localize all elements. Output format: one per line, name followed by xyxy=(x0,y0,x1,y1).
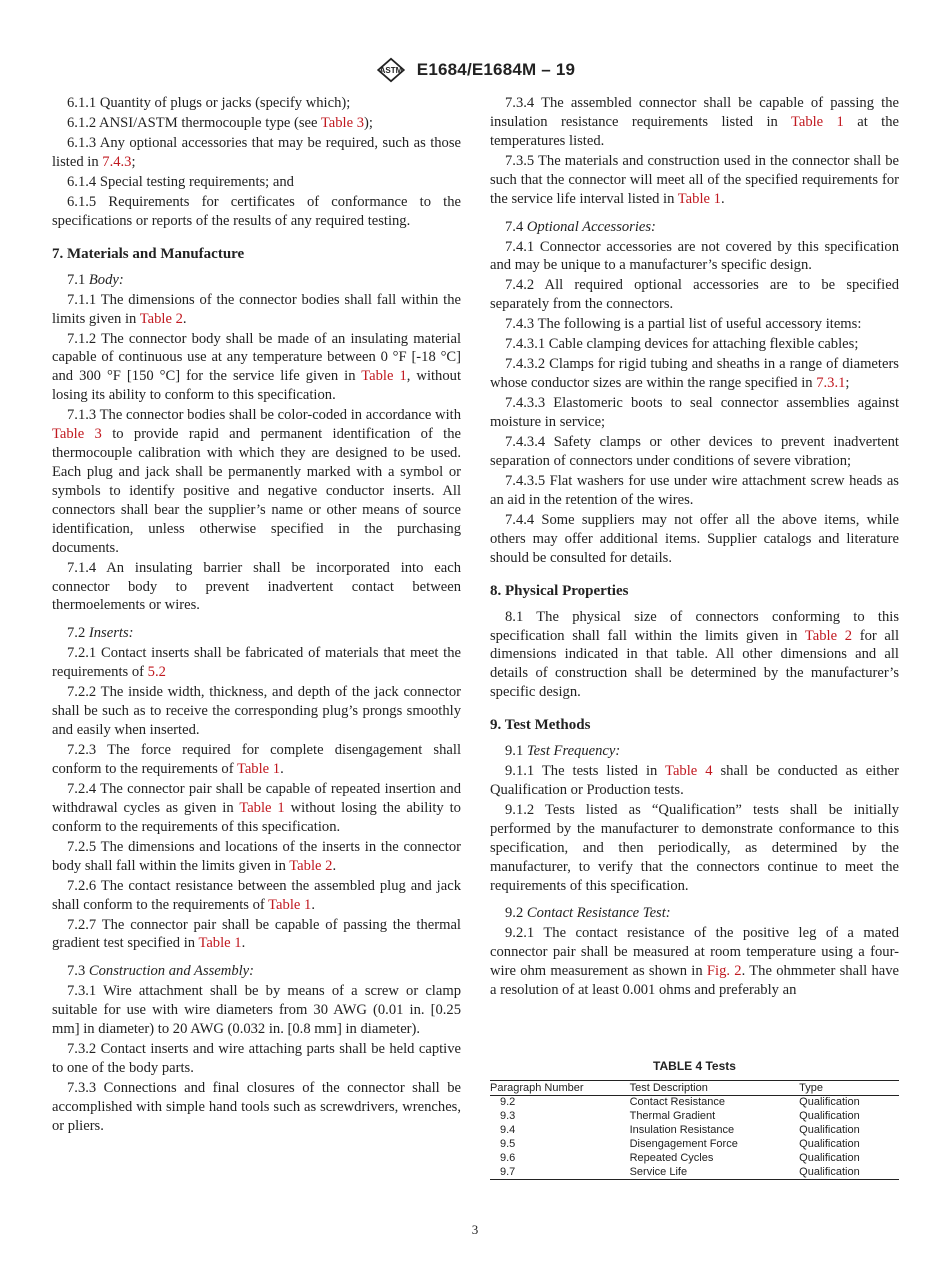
paragraph xyxy=(52,780,461,837)
cross-reference-link[interactable]: Table 2 xyxy=(289,857,333,874)
tests-table xyxy=(490,1080,899,1180)
subsection-title: Inserts: xyxy=(88,625,134,642)
paragraph xyxy=(490,801,899,896)
document-id: E1684/E1684M – 19 xyxy=(416,60,576,79)
paragraph xyxy=(490,335,899,354)
text-run: 7.3.1 Wire attachment shall be by means of a screw or clamp suitable for use with wire diameters from 30 AWG (0.01 in. [0.25 mm] in diameter) to 20 AWG (0.032 in. [0.8 mm] in diameter). xyxy=(52,983,461,1038)
paragraph xyxy=(52,683,461,740)
paragraph xyxy=(52,291,461,329)
text-run: 7.3 xyxy=(67,963,89,980)
text-run: 7.4.2 All required optional accessories are to be specified separately from the connectors. xyxy=(490,277,899,313)
text-run: 7.1.2 The connector body shall be made of an insulating material capable of continuous use at any temperature between 0 °F [-18 °C] and 300 °F [150 °C] for the service life given in xyxy=(52,330,461,385)
paragraph xyxy=(52,173,461,192)
paragraph xyxy=(490,742,899,761)
text-run: 7.4.4 Some suppliers may not offer all the above items, while others may offer additional items. Supplier catalogs and literature should be consulted for details. xyxy=(490,511,899,566)
text-run: 7.4.3.3 Elastomeric boots to seal connector assemblies against moisture in service; xyxy=(490,395,899,431)
text-run: 6.1.1 Quantity of plugs or jacks (specify which); xyxy=(67,95,351,111)
page-number: 3 xyxy=(471,1222,479,1237)
paragraph xyxy=(490,355,899,393)
cross-reference-link[interactable]: Table 3 xyxy=(52,426,102,443)
table-cell: 9.6 xyxy=(500,1151,516,1164)
paragraph xyxy=(490,608,899,703)
text-run: 7.4.3.1 Cable clamping devices for attaching flexible cables; xyxy=(505,336,859,353)
text-run: 7.4.3.2 Clamps for rigid tubing and sheaths in a range of diameters whose conductor sizes are within the range specified in xyxy=(490,356,899,392)
section-heading: 9. Test Methods xyxy=(490,717,591,734)
table-cell: 9.3 xyxy=(500,1109,516,1122)
table-cell: 9.2 xyxy=(500,1096,516,1108)
table-cell: Qualification xyxy=(799,1096,860,1108)
column-header: Type xyxy=(799,1082,824,1094)
section-heading: 8. Physical Properties xyxy=(490,582,629,599)
paragraph xyxy=(490,218,899,237)
text-run: for all dimensions indicated in that table. All other dimensions and all details of construction shall be determined by the manufacturer’s specific design. xyxy=(490,627,900,701)
text-run: 9.2.1 The contact resistance of the positive leg of a mated connector pair shall be measured at room temperature using a four-wire ohm measurement as shown in xyxy=(490,925,899,980)
paragraph xyxy=(52,134,461,172)
paragraph xyxy=(52,741,461,779)
text-run: 7.2.1 Contact inserts shall be fabricated of materials that meet the requirements of xyxy=(52,645,461,681)
text-run: . The ohmmeter shall have a resolution of at least 0.001 ohms and preferably an xyxy=(490,963,900,999)
text-run: 7.2.6 The contact resistance between the assembled plug and jack shall conform to the requirements of xyxy=(52,877,461,913)
text-run: 7.4 xyxy=(505,218,527,235)
paragraph xyxy=(52,916,461,954)
table-cell: 9.4 xyxy=(500,1123,516,1136)
cross-reference-link[interactable]: Table 1 xyxy=(198,935,242,952)
cross-reference-link[interactable]: 7.3.1 xyxy=(816,375,846,392)
paragraph xyxy=(490,904,899,923)
text-run: 7.4.3 The following is a partial list of useful accessory items: xyxy=(505,316,862,333)
paragraph xyxy=(52,1040,461,1078)
text-run: 9.1.2 Tests listed as “Qualification” tests shall be initially performed by the manufacturer to demonstrate conformance to this specification, and then periodically, as determined by the manufacturer, to verify that the connectors continue to meet the requirements of this specification. xyxy=(490,801,899,894)
text-run: ; xyxy=(131,153,136,170)
cross-reference-link[interactable]: Table 2 xyxy=(804,627,853,644)
paragraph xyxy=(490,924,899,1000)
column-header: Paragraph Number xyxy=(490,1082,584,1094)
paragraph xyxy=(490,152,899,209)
paragraph xyxy=(490,94,899,151)
text-run: at the temperatures listed. xyxy=(490,113,899,149)
table-row xyxy=(490,1110,899,1124)
paragraph xyxy=(52,838,461,876)
table-cell: Qualification xyxy=(799,1109,860,1122)
text-run: ); xyxy=(364,115,373,131)
paragraph xyxy=(490,762,899,800)
paragraph xyxy=(490,394,899,432)
table-row xyxy=(490,1124,899,1138)
text-run: shall be conducted as either Qualification or Production tests. xyxy=(490,763,899,798)
text-run: 7.2 xyxy=(67,625,89,642)
text-run: 7.2.5 The dimensions and locations of the inserts in the connector body shall fall within the limits given in xyxy=(52,838,461,874)
text-run: 9.2 xyxy=(505,905,527,922)
subsection-title: Body: xyxy=(88,271,124,288)
table-4 xyxy=(490,1059,899,1180)
right-column xyxy=(490,94,899,1001)
cross-reference-link[interactable]: Table 1 xyxy=(790,113,844,130)
table-row xyxy=(490,1096,899,1110)
text-run: 7.2.4 The connector pair shall be capable of repeated insertion and withdrawal cycles as given in xyxy=(52,780,461,816)
text-run: . xyxy=(332,857,337,874)
text-run: 7.2.7 The connector pair shall be capable of passing the thermal gradient test specified in xyxy=(52,916,461,952)
table-cell: 9.7 xyxy=(500,1165,516,1178)
text-run: 9.1.1 The tests listed in xyxy=(505,763,666,780)
svg-text:ASTM: ASTM xyxy=(379,66,403,76)
text-run: 7.3.4 The assembled connector shall be capable of passing the insulation resistance requirements listed in xyxy=(490,95,899,130)
text-run: ; xyxy=(845,375,850,392)
paragraph xyxy=(490,472,899,510)
cross-reference-link[interactable]: Table 1 xyxy=(361,368,407,385)
paragraph xyxy=(52,644,461,682)
table-cell: 9.5 xyxy=(500,1137,516,1150)
table-cell: Qualification xyxy=(799,1137,860,1150)
text-run: 6.1.4 Special testing requirements; and xyxy=(67,173,294,190)
text-run: to provide rapid and permanent identification of the thermocouple calibration with which they are designed to be used. Each plug and jack shall be permanently marked with a symbol or symbols to identify positive and negative conductor inserts. All connectors shall bear the supplier’s name or other means of source identification, unless otherwise specified in the purchasing documents. xyxy=(52,426,461,556)
table-cell: Repeated Cycles xyxy=(629,1151,714,1164)
section-heading: 7. Materials and Manufacture xyxy=(52,245,245,262)
text-run: . xyxy=(241,935,246,952)
table-cell: Thermal Gradient xyxy=(629,1109,716,1122)
cross-reference-link[interactable]: Table 1 xyxy=(239,799,285,816)
left-column xyxy=(52,94,461,1137)
text-run: . xyxy=(720,190,725,207)
text-run: 7.1 xyxy=(67,271,89,288)
paragraph xyxy=(52,94,461,113)
page-header xyxy=(0,57,950,83)
subsection-title: Test Frequency: xyxy=(526,743,621,760)
table-cell: Service Life xyxy=(629,1165,688,1178)
cross-reference-link[interactable]: Fig. 2 xyxy=(706,963,742,980)
text-run: 7.3.5 The materials and construction used in the connector shall be such that the connector will meet all of the specified requirements for the service life interval listed in xyxy=(490,152,899,207)
text-run: 6.1.2 ANSI/ASTM thermocouple type (see xyxy=(67,115,321,131)
cross-reference-link[interactable]: Table 1 xyxy=(677,190,721,207)
cross-reference-link[interactable]: Table 4 xyxy=(665,763,713,780)
table-cell: Qualification xyxy=(799,1123,860,1136)
paragraph xyxy=(490,276,899,314)
subsection-title: Optional Accessories: xyxy=(526,218,656,235)
paragraph xyxy=(490,511,899,568)
text-run: 7.3.2 Contact inserts and wire attaching parts shall be held captive to one of the body parts. xyxy=(52,1041,461,1077)
cross-reference-link[interactable]: 7.4.3 xyxy=(102,153,132,170)
text-run: 8.1 The physical size of connectors conforming to this specification shall fall within the limits given in xyxy=(490,608,899,644)
paragraph xyxy=(490,315,899,334)
text-run: 7.2.3 The force required for complete disengagement shall conform to the requirements of xyxy=(52,742,461,777)
paragraph xyxy=(52,114,461,133)
table-row xyxy=(490,1166,899,1180)
cross-reference-link[interactable]: Table 1 xyxy=(236,760,281,777)
text-run: . xyxy=(311,896,315,913)
text-run: 7.4.3.5 Flat washers for use under wire attachment screw heads as an aid in the retention of the wires. xyxy=(490,473,899,508)
paragraph xyxy=(52,193,461,231)
text-run: 9.1 xyxy=(505,743,527,760)
text-run: . xyxy=(280,760,284,777)
text-run: without losing the ability to conform to the requirements of this specification. xyxy=(52,799,461,835)
text-run: 7.1.3 The connector bodies shall be color-coded in accordance with xyxy=(67,407,461,424)
column-header: Test Description xyxy=(629,1082,708,1094)
astm-logo-icon xyxy=(375,57,407,83)
table-row xyxy=(490,1138,899,1152)
text-run: 7.1.1 The dimensions of the connector bodies shall fall within the limits given in xyxy=(52,291,461,327)
text-run: 7.1.4 An insulating barrier shall be incorporated into each connector body to prevent inadvertent contact between thermoelements or wires. xyxy=(52,559,461,614)
text-run: 6.1.5 Requirements for certificates of conformance to the specifications or reports of the results of any required testing. xyxy=(52,193,461,229)
text-run: 7.4.1 Connector accessories are not covered by this specification and may be unique to a manufacturer’s specific design. xyxy=(490,238,899,274)
table-header-row xyxy=(490,1081,899,1096)
paragraph xyxy=(490,433,899,471)
cross-reference-link[interactable]: 5.2 xyxy=(147,664,166,681)
text-run: 7.2.2 The inside width, thickness, and depth of the jack connector shall be such as to receive the corresponding plug’s prongs smoothly and easily when inserted. xyxy=(52,684,461,739)
paragraph xyxy=(52,962,461,981)
paragraph xyxy=(490,238,899,276)
paragraph xyxy=(52,982,461,1039)
cross-reference-link[interactable]: Table 3 xyxy=(320,115,365,131)
text-run: . xyxy=(182,310,187,327)
table-row xyxy=(490,1152,899,1166)
paragraph xyxy=(52,330,461,406)
paragraph xyxy=(52,271,461,290)
text-run: 7.4.3.4 Safety clamps or other devices to prevent inadvertent separation of connectors under conditions of severe vibration; xyxy=(490,434,899,470)
subsection-title: Contact Resistance Test: xyxy=(526,905,671,922)
table-cell: Qualification xyxy=(799,1151,860,1164)
table-cell: Qualification xyxy=(799,1165,860,1178)
paragraph xyxy=(52,877,461,915)
text-run: 7.3.3 Connections and final closures of the connector shall be accomplished with simple hand tools such as screwdrivers, wrenches, or pliers. xyxy=(52,1080,461,1134)
subsection-title: Construction and Assembly: xyxy=(88,963,255,980)
cross-reference-link[interactable]: Table 2 xyxy=(139,310,183,327)
table-title: TABLE 4 Tests xyxy=(653,1059,736,1073)
paragraph xyxy=(52,559,461,616)
cross-reference-link[interactable]: Table 1 xyxy=(268,896,312,913)
text-run: 6.1.3 Any optional accessories that may be required, such as those listed in xyxy=(52,135,461,170)
table-cell: Insulation Resistance xyxy=(629,1123,735,1136)
table-cell: Contact Resistance xyxy=(629,1096,725,1108)
table-body xyxy=(490,1096,899,1180)
table-cell: Disengagement Force xyxy=(629,1137,738,1150)
paragraph xyxy=(52,1079,461,1136)
text-run: , without losing its ability to conform to this specification. xyxy=(52,368,461,404)
paragraph xyxy=(52,624,461,643)
paragraph xyxy=(52,406,461,557)
